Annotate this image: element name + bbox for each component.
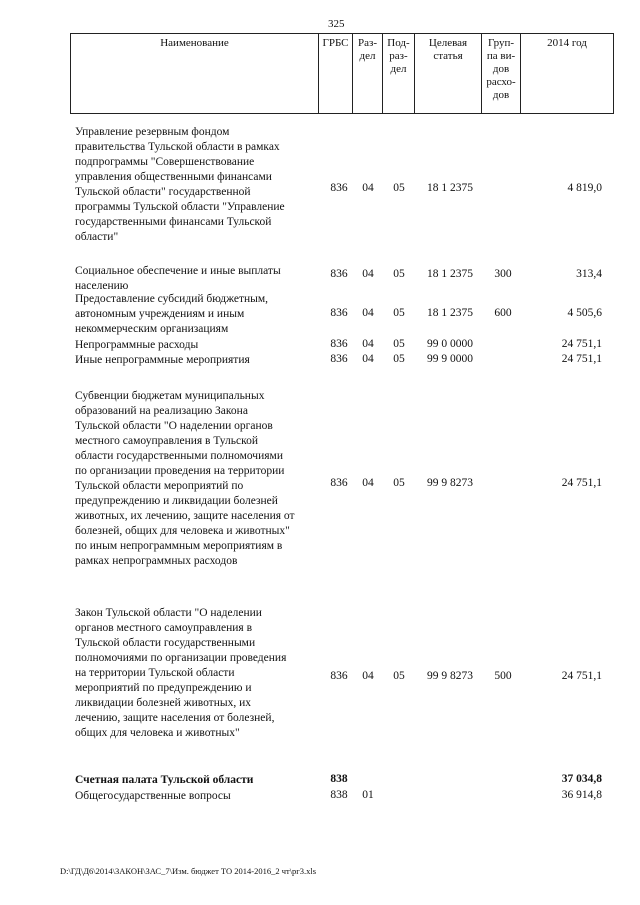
row-name: Субвенции бюджетам муниципальных образований на реализацию Закона Тульской области "О наделении органов местного самоуправления в Тульской области государственными полномочиями по организации проведения на территории Тульской области мероприятий по предупреждению и ликвидации болезней животных, их лечению, защите населения от болезней, общих для человека и животных" по иным непрограммным мероприятиям в рамках непрограммных расходов	[75, 390, 295, 567]
header-expense-group: Груп- па ви- дов расхо- дов	[486, 37, 516, 101]
header-podrazdel: Под- раз- дел	[387, 37, 410, 75]
row-article: 99 9 0000	[427, 353, 473, 365]
row-grbs: 836	[330, 670, 348, 682]
row-podrazdel: 05	[393, 670, 405, 682]
row-podrazdel: 05	[393, 353, 405, 365]
row-razdel: 04	[362, 268, 374, 280]
row-razdel: 04	[362, 477, 374, 489]
row-article: 99 0 0000	[427, 338, 473, 350]
row-grbs: 836	[330, 182, 348, 194]
row-grbs: 838	[330, 773, 348, 785]
row-amount: 24 751,1	[561, 477, 602, 489]
row-razdel: 04	[362, 353, 374, 365]
row-amount: 37 034,8	[561, 773, 602, 785]
row-amount: 36 914,8	[561, 789, 602, 801]
row-podrazdel: 05	[393, 182, 405, 194]
row-group: 600	[494, 307, 512, 319]
footer-file-path: D:\ГД\Д6\2014\ЗАКОН\ЗАС_7\Изм. бюджет ТО 2014-2016_2 чт\рг3.xls	[60, 866, 317, 876]
row-article: 99 9 8273	[427, 477, 473, 489]
row-podrazdel: 05	[393, 268, 405, 280]
row-grbs: 838	[330, 789, 348, 801]
row-group: 300	[494, 268, 512, 280]
row-grbs: 836	[330, 307, 348, 319]
header-year: 2014 год	[547, 37, 587, 49]
row-name: Общегосударственные вопросы	[75, 790, 231, 802]
row-name: Социальное обеспечение и иные выплаты населению	[75, 265, 281, 292]
header-grbs: ГРБС	[322, 37, 349, 49]
row-name: Иные непрограммные мероприятия	[75, 354, 250, 366]
row-amount: 24 751,1	[561, 338, 602, 350]
row-article: 18 1 2375	[427, 307, 473, 319]
row-name: Предоставление субсидий бюджетным, автономным учреждениям и иным некоммерческим организациям	[75, 293, 269, 335]
row-razdel: 01	[362, 789, 374, 801]
row-article: 18 1 2375	[427, 268, 473, 280]
row-razdel: 04	[362, 338, 374, 350]
row-podrazdel: 05	[393, 477, 405, 489]
row-grbs: 836	[330, 338, 348, 350]
page-number: 325	[328, 18, 345, 30]
row-podrazdel: 05	[393, 338, 405, 350]
row-amount: 4 819,0	[567, 182, 602, 194]
header-razdel: Раз- дел	[357, 37, 377, 62]
row-grbs: 836	[330, 477, 348, 489]
row-grbs: 836	[330, 353, 348, 365]
header-name: Наименование	[160, 37, 229, 49]
row-group: 500	[494, 670, 512, 682]
row-amount: 313,4	[576, 268, 602, 280]
row-name: Закон Тульской области "О наделении органов местного самоуправления в Тульской области государственными полномочиями по организации проведения на территории Тульской области мероприятий по предупреждению и ликвидации болезней животных, их лечению, защите населения от болезней, общих для человека и животных"	[75, 607, 287, 739]
row-amount: 24 751,1	[561, 353, 602, 365]
row-amount: 4 505,6	[567, 307, 602, 319]
row-name: Непрограммные расходы	[75, 339, 199, 351]
row-article: 99 9 8273	[427, 670, 473, 682]
row-razdel: 04	[362, 182, 374, 194]
row-razdel: 04	[362, 307, 374, 319]
row-amount: 24 751,1	[561, 670, 602, 682]
row-name: Управление резервным фондом правительства Тульской области в рамках подпрограммы "Совершенствование управления общественными финансами Тульской области" государственной программы Тульской области "Управление государственными финансами Тульской области"	[75, 126, 285, 243]
row-grbs: 836	[330, 268, 348, 280]
header-target-article: Целевая статья	[428, 37, 468, 62]
row-name: Счетная палата Тульской области	[75, 774, 254, 786]
row-razdel: 04	[362, 670, 374, 682]
row-podrazdel: 05	[393, 307, 405, 319]
row-article: 18 1 2375	[427, 182, 473, 194]
